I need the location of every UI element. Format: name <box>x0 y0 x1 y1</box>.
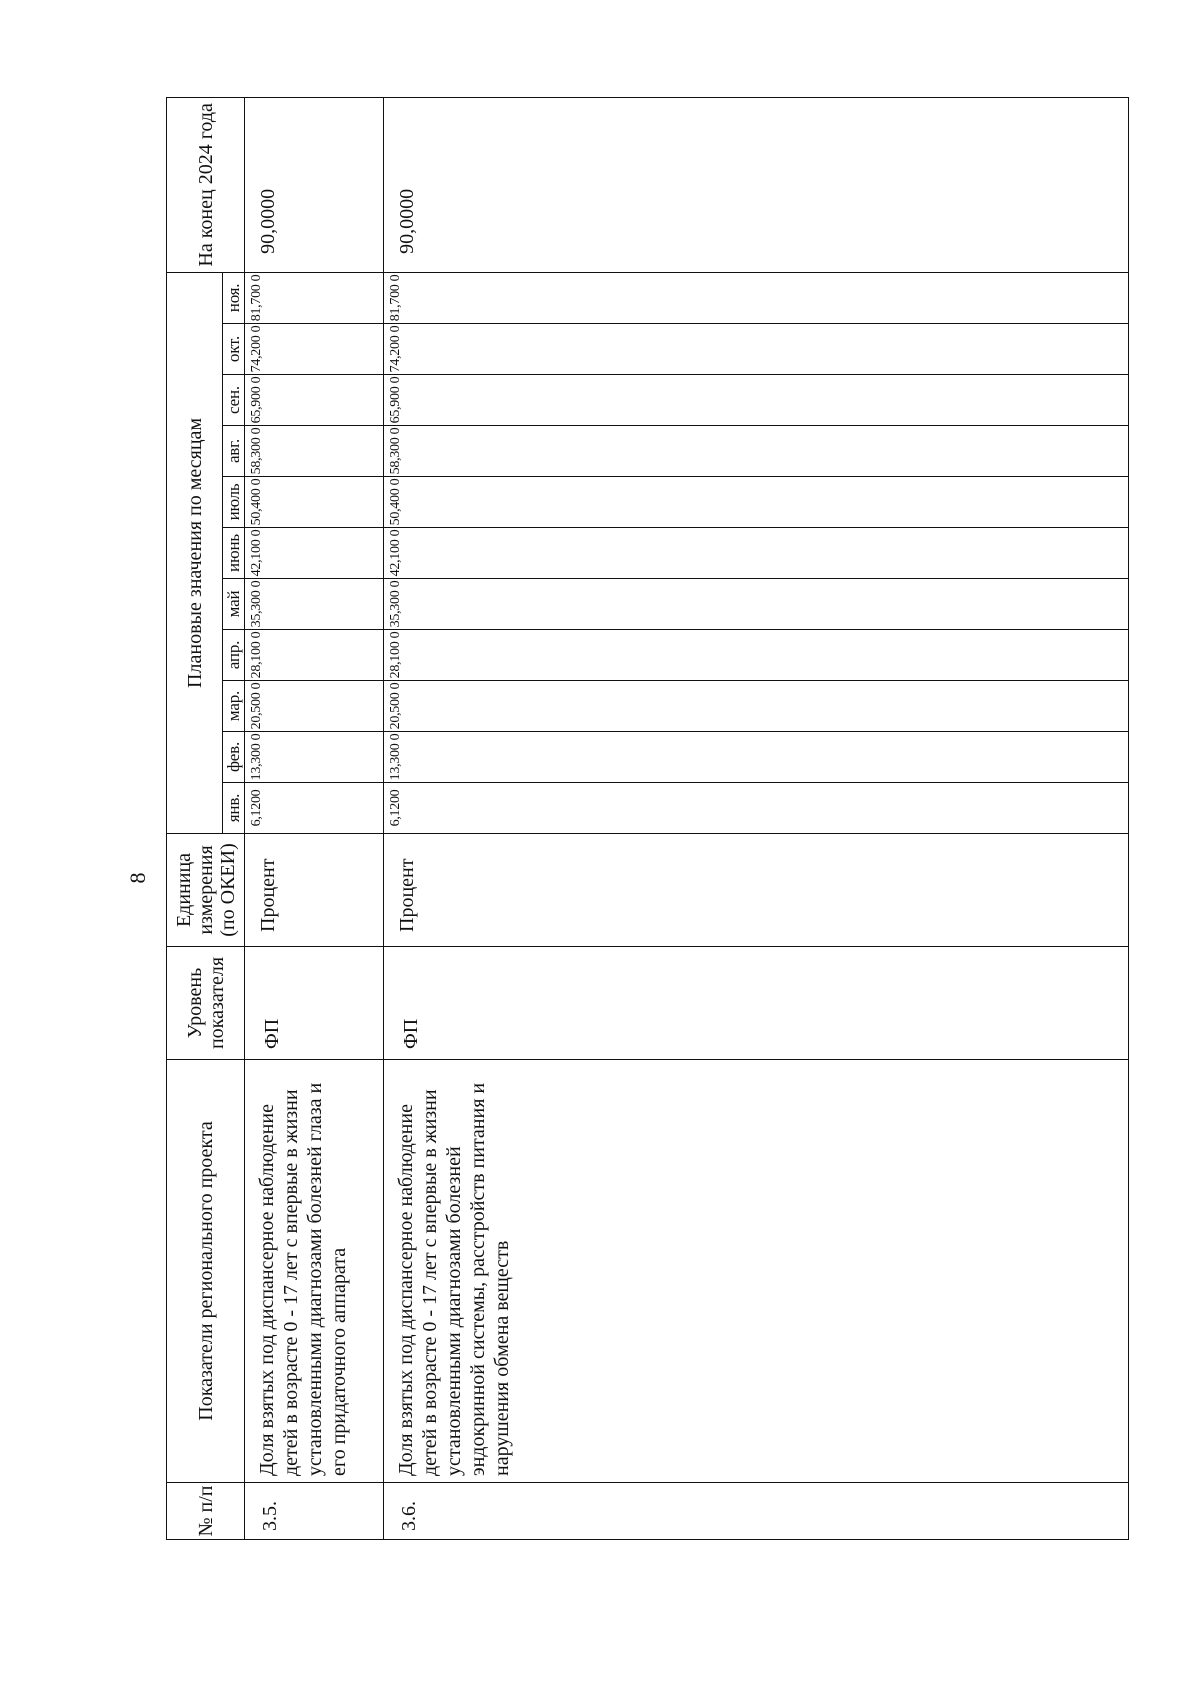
month-value: 13,300 0 <box>384 732 1129 783</box>
month-header: янв. <box>223 783 245 834</box>
month-value: 42,100 0 <box>245 528 384 579</box>
month-header: май <box>223 579 245 630</box>
header-level: Уровень показателя <box>167 947 245 1060</box>
month-value: 13,300 0 <box>245 732 384 783</box>
month-value: 65,900 0 <box>245 375 384 426</box>
month-value: 35,300 0 <box>245 579 384 630</box>
month-header: апр. <box>223 630 245 681</box>
month-value: 65,900 0 <box>384 375 1129 426</box>
month-value: 74,200 0 <box>384 324 1129 375</box>
month-value: 81,700 0 <box>245 272 384 323</box>
month-value: 74,200 0 <box>245 324 384 375</box>
month-header: ноя. <box>223 272 245 323</box>
table-row <box>384 97 1129 1539</box>
month-value: 28,100 0 <box>384 630 1129 681</box>
row-number: 3.5. <box>245 1483 384 1540</box>
table-row <box>245 97 384 1539</box>
month-value: 6,1200 <box>245 783 384 834</box>
header-unit: Единица измерения (по ОКЕИ) <box>167 834 245 947</box>
month-value: 50,400 0 <box>384 477 1129 528</box>
month-header: окт. <box>223 324 245 375</box>
month-header: авг. <box>223 426 245 477</box>
month-value: 6,1200 <box>384 783 1129 834</box>
end-value: 90,0000 <box>245 97 384 272</box>
month-header: июнь <box>223 528 245 579</box>
month-value: 35,300 0 <box>384 579 1129 630</box>
header-end: На конец 2024 года <box>167 97 245 272</box>
month-value: 81,700 0 <box>384 272 1129 323</box>
month-value: 58,300 0 <box>245 426 384 477</box>
indicator-text: Доля взятых под диспансерное наблюдение детей в возрасте 0 - 17 лет с впервые в жизни установленными диагнозами болезней эндокринной системы, расстройств питания и нарушения обмена веществ <box>384 1060 1129 1483</box>
header-planned: Плановые значения по месяцам <box>167 272 223 833</box>
row-number: 3.6. <box>384 1483 1129 1540</box>
indicator-unit: Процент <box>245 834 384 947</box>
page-number: 8 <box>125 872 150 884</box>
end-value: 90,0000 <box>384 97 1129 272</box>
month-value: 20,500 0 <box>245 681 384 732</box>
indicator-level: ФП <box>384 947 1129 1060</box>
month-value: 28,100 0 <box>245 630 384 681</box>
month-value: 50,400 0 <box>245 477 384 528</box>
month-value: 58,300 0 <box>384 426 1129 477</box>
month-value: 20,500 0 <box>384 681 1129 732</box>
indicators-table <box>166 97 1129 1540</box>
rotated-page <box>166 98 1094 1540</box>
month-header: фев. <box>223 732 245 783</box>
month-header: июль <box>223 477 245 528</box>
month-header: сен. <box>223 375 245 426</box>
month-value: 42,100 0 <box>384 528 1129 579</box>
month-header: мар. <box>223 681 245 732</box>
header-num: № п/п <box>167 1483 245 1540</box>
indicator-level: ФП <box>245 947 384 1060</box>
indicator-text: Доля взятых под диспансерное наблюдение детей в возрасте 0 - 17 лет с впервые в жизни установленными диагнозами болезней глаза и его придаточного аппарата <box>245 1060 384 1483</box>
indicator-unit: Процент <box>384 834 1129 947</box>
header-indicator: Показатели регионального проекта <box>167 1060 245 1483</box>
